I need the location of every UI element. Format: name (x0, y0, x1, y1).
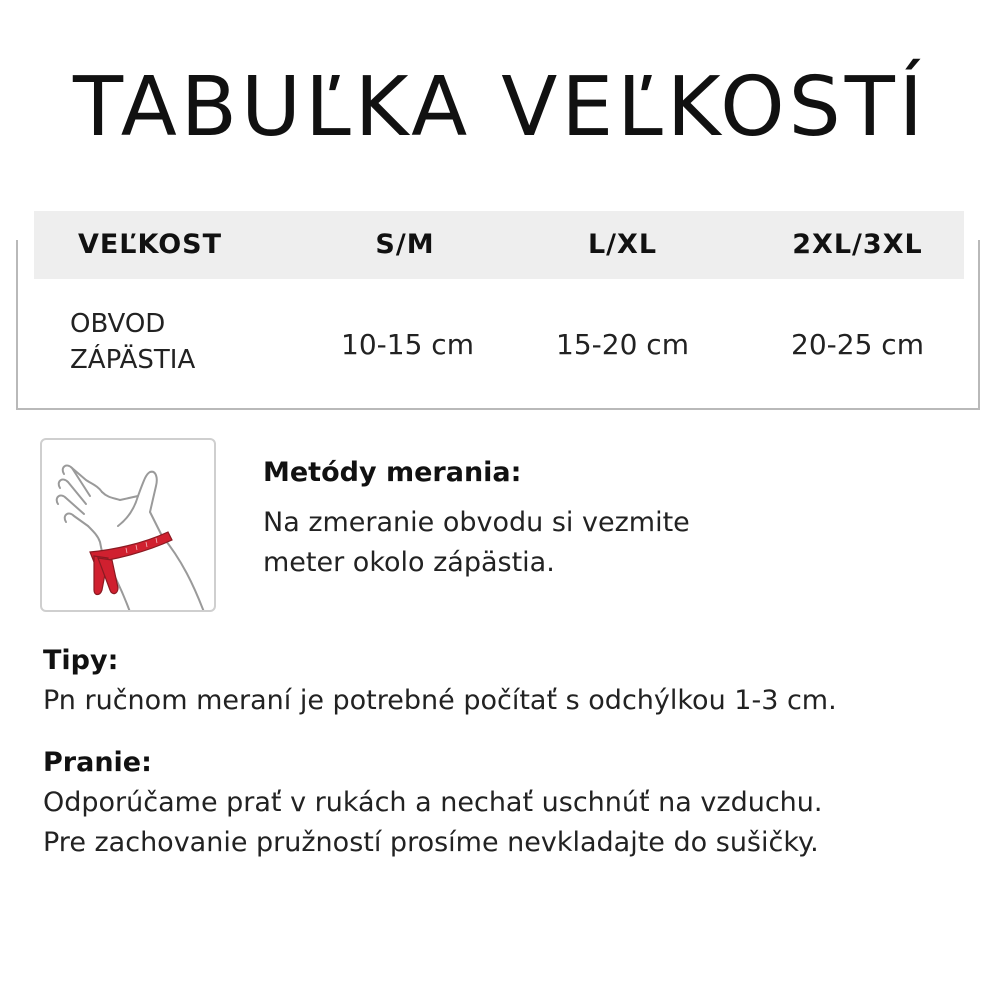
washing-text (43, 783, 983, 863)
header-s-m: S/M (375, 229, 435, 260)
header-2xl-3xl: 2XL/3XL (792, 229, 923, 260)
washing-text-line-2: Pre zachovanie pružností prosíme nevkladajte do sušičky. (43, 827, 819, 858)
value-2xl-3xl: 20-25 cm (791, 328, 924, 361)
value-l-xl: 15-20 cm (556, 328, 689, 361)
method-heading: Metódy merania: (263, 457, 522, 488)
method-text (263, 503, 863, 583)
method-text-line-1: Na zmeranie obvodu si vezmite (263, 507, 690, 538)
washing-heading: Pranie: (43, 747, 152, 778)
wrist-measuring-tape-icon (40, 438, 216, 612)
header-l-xl: L/XL (587, 229, 658, 260)
page-title: TABUĽKA VEĽKOSTÍ (72, 60, 927, 155)
row-label-wrist-circumference (70, 306, 270, 378)
value-s-m: 10-15 cm (341, 328, 474, 361)
tips-text (43, 681, 983, 721)
header-size: VEĽKOST (77, 229, 223, 260)
row-label-line-1: OBVOD (70, 309, 166, 339)
washing-text-line-1: Odporúčame prať v rukách a nechať uschnúť na vzduchu. (43, 787, 823, 818)
tips-text-line: Pn ručnom meraní je potrebné počítať s odchýlkou 1-3 cm. (43, 685, 837, 716)
tips-heading: Tipy: (43, 645, 119, 676)
method-text-line-2: meter okolo zápästia. (263, 547, 555, 578)
row-label-line-2: ZÁPÄSTIA (70, 345, 196, 375)
